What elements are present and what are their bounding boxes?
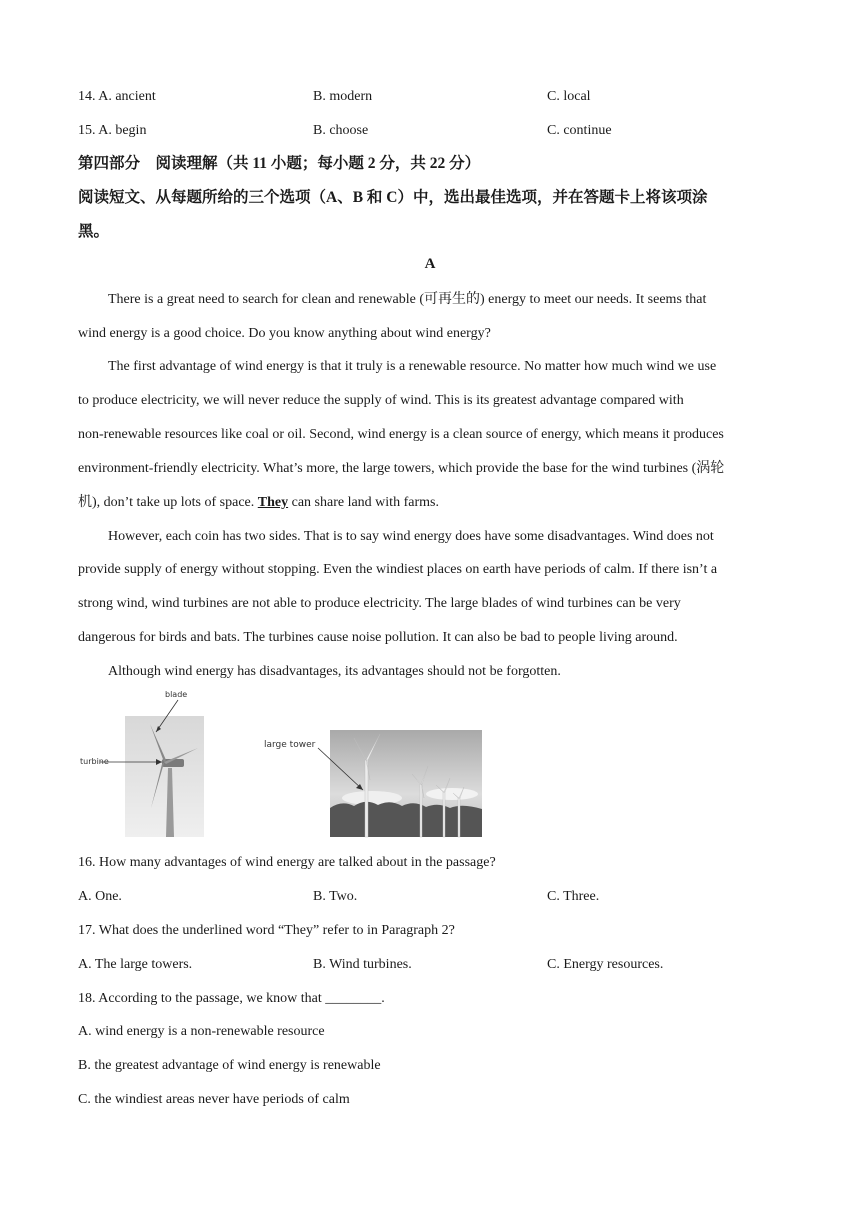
- passage-line: [78, 493, 439, 513]
- q14-option-b: B. modern: [313, 89, 373, 104]
- q15-option-a: 15. A. begin: [78, 123, 147, 138]
- q14-option-a: 14. A. ancient: [78, 89, 156, 104]
- passage-line: to produce electricity, we will never reduce the supply of wind. This is its greatest advantage compared with: [78, 393, 684, 408]
- q17-stem: 17. What does the underlined word “They” refer to in Paragraph 2?: [78, 923, 455, 938]
- passage-title: A: [424, 256, 436, 272]
- underlined-word-they: They: [257, 495, 289, 510]
- passage-line: Although wind energy has disadvantages, its advantages should not be forgotten.: [108, 664, 561, 679]
- q18-option-b: B. the greatest advantage of wind energy is renewable: [78, 1058, 381, 1073]
- blade-label: blade: [165, 690, 188, 699]
- q18-option-a: A. wind energy is a non-renewable resource: [78, 1024, 325, 1039]
- passage-line: The first advantage of wind energy is that it truly is a renewable resource. No matter how much wind we use: [108, 359, 717, 374]
- q17-option-b: B. Wind turbines.: [313, 957, 412, 972]
- q16-stem: 16. How many advantages of wind energy are talked about in the passage?: [78, 855, 496, 870]
- turbine-figure: [78, 688, 208, 838]
- instructions-line-1: 阅读短文、从每题所给的三个选项（A、B 和 C）中，选出最佳选项，并在答题卡上将该项涂: [78, 189, 708, 206]
- q18-stem: 18. According to the passage, we know that ________.: [78, 991, 385, 1006]
- passage-text: can share land with farms.: [288, 495, 439, 510]
- turbine-label: turbine: [80, 757, 109, 766]
- passage-line: provide supply of energy without stopping. Even the windiest places on earth have periods of calm. If there isn’t a: [78, 562, 718, 577]
- q16-option-a: A. One.: [78, 889, 122, 904]
- passage-line: However, each coin has two sides. That is to say wind energy does have some disadvantages. Wind does not: [108, 529, 714, 544]
- q15-option-c: C. continue: [547, 123, 612, 138]
- q15-option-b: B. choose: [313, 123, 369, 138]
- q16-option-c: C. Three.: [547, 889, 600, 904]
- q18-option-c: C. the windiest areas never have periods of calm: [78, 1092, 350, 1107]
- passage-line: dangerous for birds and bats. The turbines cause noise pollution. It can also be bad to people living around.: [78, 630, 678, 645]
- passage-line: non-renewable resources like coal or oil. Second, wind energy is a clean source of energy, which means it produces: [78, 427, 724, 442]
- passage-line: strong wind, wind turbines are not able to produce electricity. The large blades of wind turbines can be very: [78, 596, 681, 611]
- passage-line: environment-friendly electricity. What’s more, the large towers, which provide the base for the wind turbines (涡轮: [78, 461, 725, 476]
- passage-line: wind energy is a good choice. Do you know anything about wind energy?: [78, 326, 491, 341]
- section-heading: 第四部分 阅读理解（共 11 小题；每小题 2 分，共 22 分）: [78, 155, 481, 172]
- tower-figure: [262, 728, 484, 838]
- passage-text: 机), don’t take up lots of space.: [78, 495, 258, 510]
- q16-option-b: B. Two.: [313, 889, 358, 904]
- large-tower-label: large tower: [264, 740, 316, 750]
- q14-option-c: C. local: [547, 89, 591, 104]
- q17-option-a: A. The large towers.: [78, 957, 193, 972]
- q17-option-c: C. Energy resources.: [547, 957, 664, 972]
- passage-line: There is a great need to search for clean and renewable (可再生的) energy to meet our needs. It seems that: [108, 292, 707, 307]
- instructions-line-2: 黑。: [78, 223, 110, 240]
